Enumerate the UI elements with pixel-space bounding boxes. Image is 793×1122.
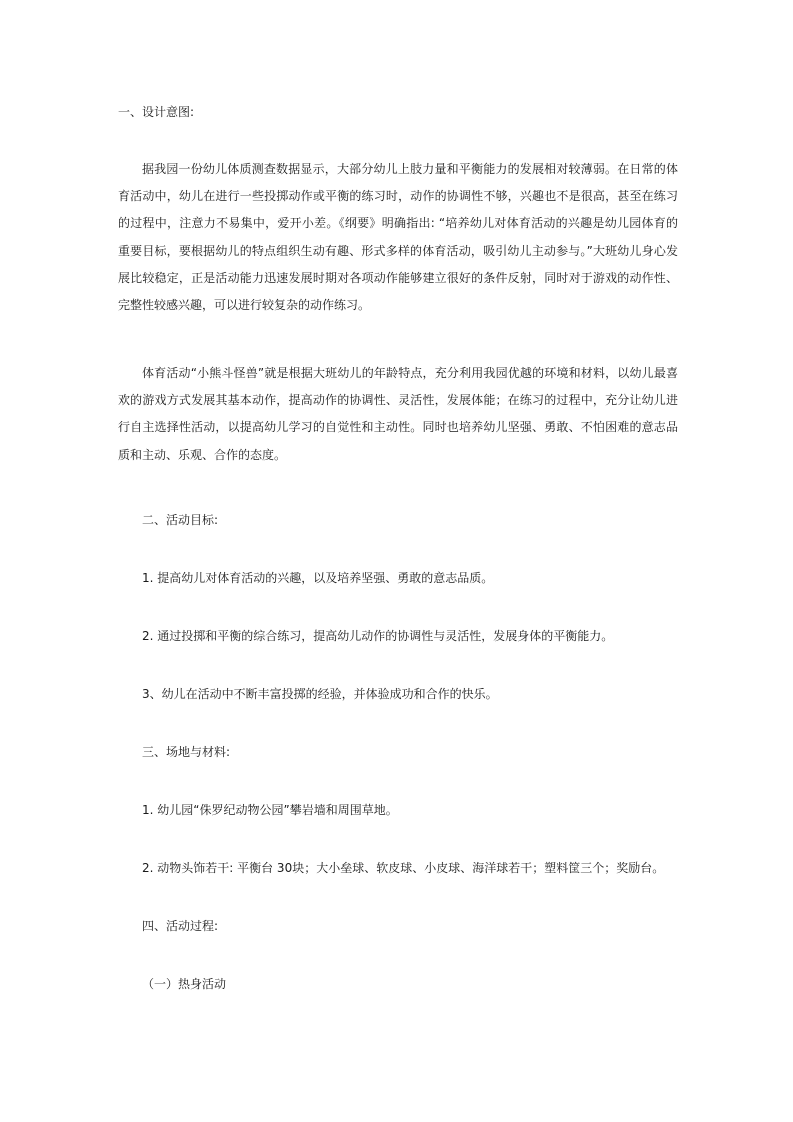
material-item-2: 2. 动物头饰若干: 平衡台 30块；大小垒球、软皮球、小皮球、海洋球若干；塑料筐三个；奖励台。	[142, 861, 665, 875]
process-step-warmup: （一）热身活动	[142, 977, 227, 991]
heading-venue-materials: 三、场地与材料:	[142, 745, 231, 759]
heading-activity-process: 四、活动过程:	[142, 919, 219, 933]
goal-item-2: 2. 通过投掷和平衡的综合练习，提高幼儿动作的协调性与灵活性，发展身体的平衡能力。	[142, 629, 614, 643]
goal-item-3: 3、幼儿在活动中不断丰富投掷的经验，并体验成功和合作的快乐。	[142, 687, 498, 701]
heading-design-intent: 一、设计意图:	[118, 105, 195, 119]
material-item-1: 1. 幼儿园“侏罗纪动物公园”攀岩墙和周围草地。	[142, 803, 398, 817]
heading-activity-goals: 二、活动目标:	[142, 513, 219, 527]
paragraph-design-intent-2: 体育活动“小熊斗怪兽”就是根据大班幼儿的年龄特点，充分利用我园优越的环境和材料，以幼儿最喜欢的游戏方式发展其基本动作，提高动作的协调性、灵活性，发展体能；在练习的过程中，充分让幼儿进行自主选择性活动，以提高幼儿学习的自觉性和主动性。同时也培养幼儿坚强、勇敢、不怕困难的意志品质和主动、乐观、合作的态度。	[118, 366, 678, 462]
goal-item-1: 1. 提高幼儿对体育活动的兴趣，以及培养坚强、勇敢的意志品质。	[142, 571, 494, 585]
paragraph-design-intent-1: 据我园一份幼儿体质测查数据显示，大部分幼儿上肢力量和平衡能力的发展相对较薄弱。在日常的体育活动中，幼儿在进行一些投掷动作或平衡的练习时，动作的协调性不够，兴趣也不是很高，甚至在练习的过程中，注意力不易集中，爱开小差。《纲要》明确指出: “培养幼儿对体育活动的兴趣是幼儿园体育的重要目标，要根据幼儿的特点组织生动有趣、形式多样的体育活动，吸引幼儿主动参与。”大班幼儿身心发展比较稳定，正是活动能力迅速发展时期对各项动作能够建立很好的条件反射，同时对于游戏的动作性、完整性较感兴趣，可以进行较复杂的动作练习。	[118, 162, 678, 313]
